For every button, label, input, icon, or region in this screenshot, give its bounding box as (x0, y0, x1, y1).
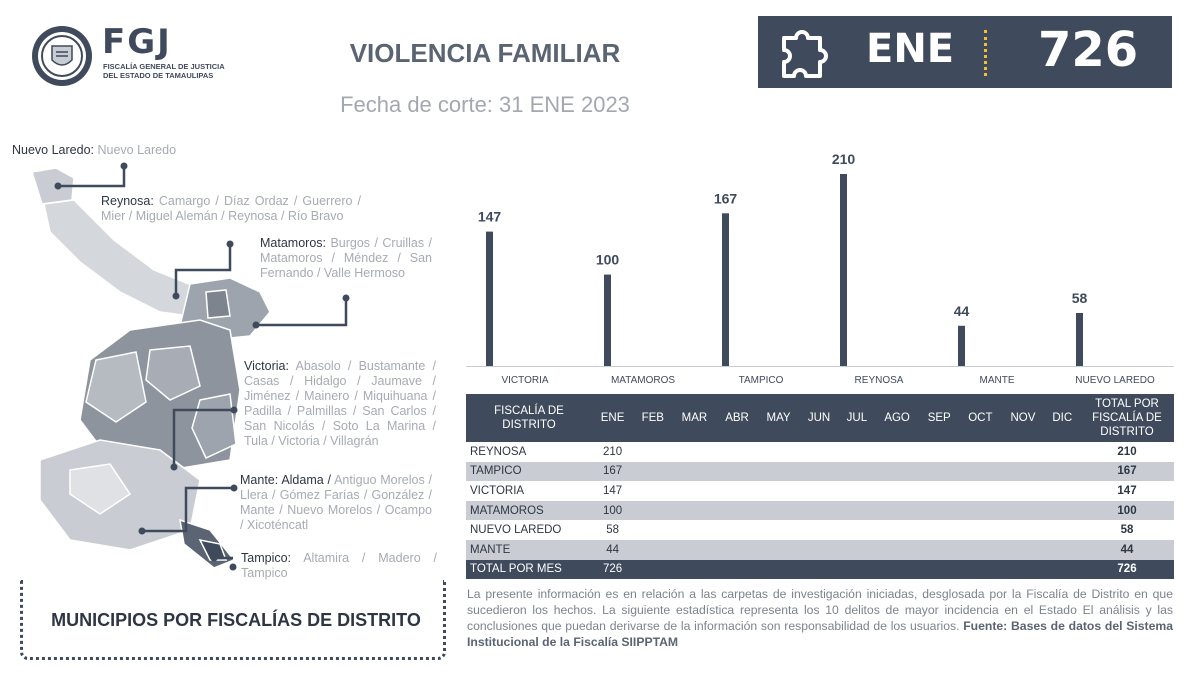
th-sep: SEP (919, 394, 959, 442)
th-feb: FEB (633, 394, 672, 442)
region-name: Nuevo Laredo: (12, 143, 95, 157)
cell-ene: 167 (592, 462, 633, 482)
table-row (466, 501, 1174, 521)
th-total: TOTAL POR FISCALÍA DE DISTRITO (1080, 394, 1174, 442)
th-dic: DIC (1044, 394, 1080, 442)
kpi-banner (758, 16, 1172, 88)
cell-district: MATAMOROS (466, 501, 592, 521)
data-table (466, 394, 1174, 579)
table-summary-row (466, 560, 1174, 580)
cell-ene: 147 (602, 484, 623, 497)
note-source: Bases de datos del Sistema Institucional de la Fiscalía SIIPPTAM (467, 619, 1173, 649)
cutoff-date: Fecha de corte: 31 ENE 2023 (340, 92, 630, 117)
chart-data-label: 100 (595, 251, 620, 268)
cell-total: 44 (1080, 540, 1174, 560)
chart-category-label: MANTE (979, 375, 1015, 386)
puzzle-icon (776, 22, 838, 84)
cell-total: 58 (1120, 524, 1134, 537)
region-municipalities: Camargo / Díaz Ordaz / Guerrero / Mier / Miguel Alemán / Reynosa / Río Bravo (101, 194, 361, 223)
th-ene: ENE (592, 394, 633, 442)
region-municipalities: Nuevo Laredo (97, 143, 177, 157)
logo-subtitle: FISCALÍA GENERAL DE JUSTICIA DEL ESTADO DE TAMAULIPAS (103, 62, 225, 80)
chart-data-label: 210 (831, 151, 856, 167)
cell-district: MANTE (466, 540, 592, 560)
kpi-month: ENE (866, 26, 955, 72)
region-municipalities: Altamira / Madero / Tampico (241, 551, 437, 580)
region-municipalities: Abasolo / Bustamante / Casas / Hidalgo / Jaumave / Jiménez / Mainero / Miquihuana / Padilla / Palmillas / San Carlos / San Nicolás / Soto La Marina / Tula / Victoria / Villagrán (244, 359, 436, 448)
chart-category-label: TAMPICO (738, 375, 784, 386)
chart-data-label: 147 (477, 208, 502, 225)
region-tampico (241, 551, 437, 581)
region-name: Mante: Aldama / (240, 473, 331, 487)
region-name: Tampico: (241, 551, 292, 565)
th-jul: JUL (839, 394, 875, 442)
chart-bar-matamoros (604, 275, 611, 366)
table-row (466, 540, 1174, 560)
bar-chart-svg (466, 150, 1174, 392)
region-name: Reynosa: (101, 194, 154, 208)
chart-bar-mante (958, 326, 965, 366)
region-nuevo-laredo (12, 143, 242, 158)
chart-bar-nuevo-laredo (1076, 313, 1083, 366)
region-mante (240, 473, 432, 533)
cell-ene: 100 (592, 501, 633, 521)
chart-data-label: 44 (953, 302, 970, 319)
table-row (466, 520, 1174, 540)
cell-ene: 58 (606, 524, 619, 537)
th-district: FISCALÍA DE DISTRITO (466, 394, 592, 442)
chart-category-label: VICTORIA (501, 375, 549, 386)
cell-ene: 44 (592, 540, 633, 560)
chart-data-label: 167 (713, 190, 738, 207)
cell-ene: 210 (602, 445, 623, 458)
th-abr: ABR (716, 394, 757, 442)
chart-data-label: 58 (1071, 289, 1088, 306)
chart-category-label: NUEVO LAREDO (1075, 375, 1155, 386)
cell-summary-ene: 726 (592, 560, 633, 580)
chart-category-label: REYNOSA (854, 375, 904, 386)
th-oct: OCT (959, 394, 1001, 442)
chart-bar-victoria (486, 232, 493, 366)
th-nov: NOV (1001, 394, 1044, 442)
th-jun: JUN (799, 394, 838, 442)
cell-district: TAMPICO (466, 462, 592, 482)
region-name: Matamoros: (260, 236, 326, 250)
th-ago: AGO (875, 394, 919, 442)
th-may: MAY (758, 394, 800, 442)
region-municipalities: Burgos / Cruillas / Matamoros / Méndez / San Fernando / Valle Hermoso (260, 236, 432, 280)
chart-category-label: MATAMOROS (610, 375, 676, 386)
region-victoria (244, 359, 436, 449)
bar-chart (466, 150, 1174, 392)
cell-district: REYNOSA (470, 445, 527, 458)
footer-box (20, 580, 446, 660)
kpi-total: 726 (1038, 22, 1139, 78)
cell-summary-label: TOTAL POR MES (466, 560, 592, 580)
chart-bar-reynosa (840, 174, 847, 366)
note-text: La presente información es en relación a las carpetas de investigación iniciadas, desglosada por la Fiscalía de Distrito en que sucedieron los hechos. La siguiente estadística representa los 10 delitos de mayor incidencia en el Estado El análisis y las conclusiones que puedan derivarse de la información son responsabilidad de los usuarios. (467, 587, 1173, 633)
chart-bar-tampico (722, 213, 729, 366)
cell-district: NUEVO LAREDO (470, 524, 562, 537)
region-name: Victoria: (244, 359, 289, 373)
table-row (466, 462, 1174, 482)
cell-total: 147 (1117, 484, 1137, 497)
th-mar: MAR (672, 394, 716, 442)
table-row (466, 481, 1174, 501)
kpi-separator (984, 30, 988, 76)
table-row (466, 442, 1174, 462)
logo-wordmark: FGJ (102, 22, 172, 62)
table-header-row (466, 394, 1174, 442)
cell-summary-total: 726 (1080, 560, 1174, 580)
cell-district: VICTORIA (470, 484, 525, 497)
page-title: VIOLENCIA FAMILIAR (349, 38, 621, 68)
footer-title: MUNICIPIOS POR FISCALÍAS DE DISTRITO (51, 610, 421, 630)
region-reynosa (101, 194, 361, 224)
cell-total: 167 (1080, 462, 1174, 482)
cell-total: 100 (1080, 501, 1174, 521)
region-municipalities: Antiguo Morelos / Llera / Gómez Farías / González / Mante / Nuevo Morelos / Ocampo / Xicoténcatl (240, 473, 432, 532)
note-source-label: Fuente: (963, 619, 1008, 633)
cell-total: 210 (1117, 445, 1137, 458)
region-matamoros (260, 236, 432, 281)
methodology-note (467, 586, 1173, 650)
